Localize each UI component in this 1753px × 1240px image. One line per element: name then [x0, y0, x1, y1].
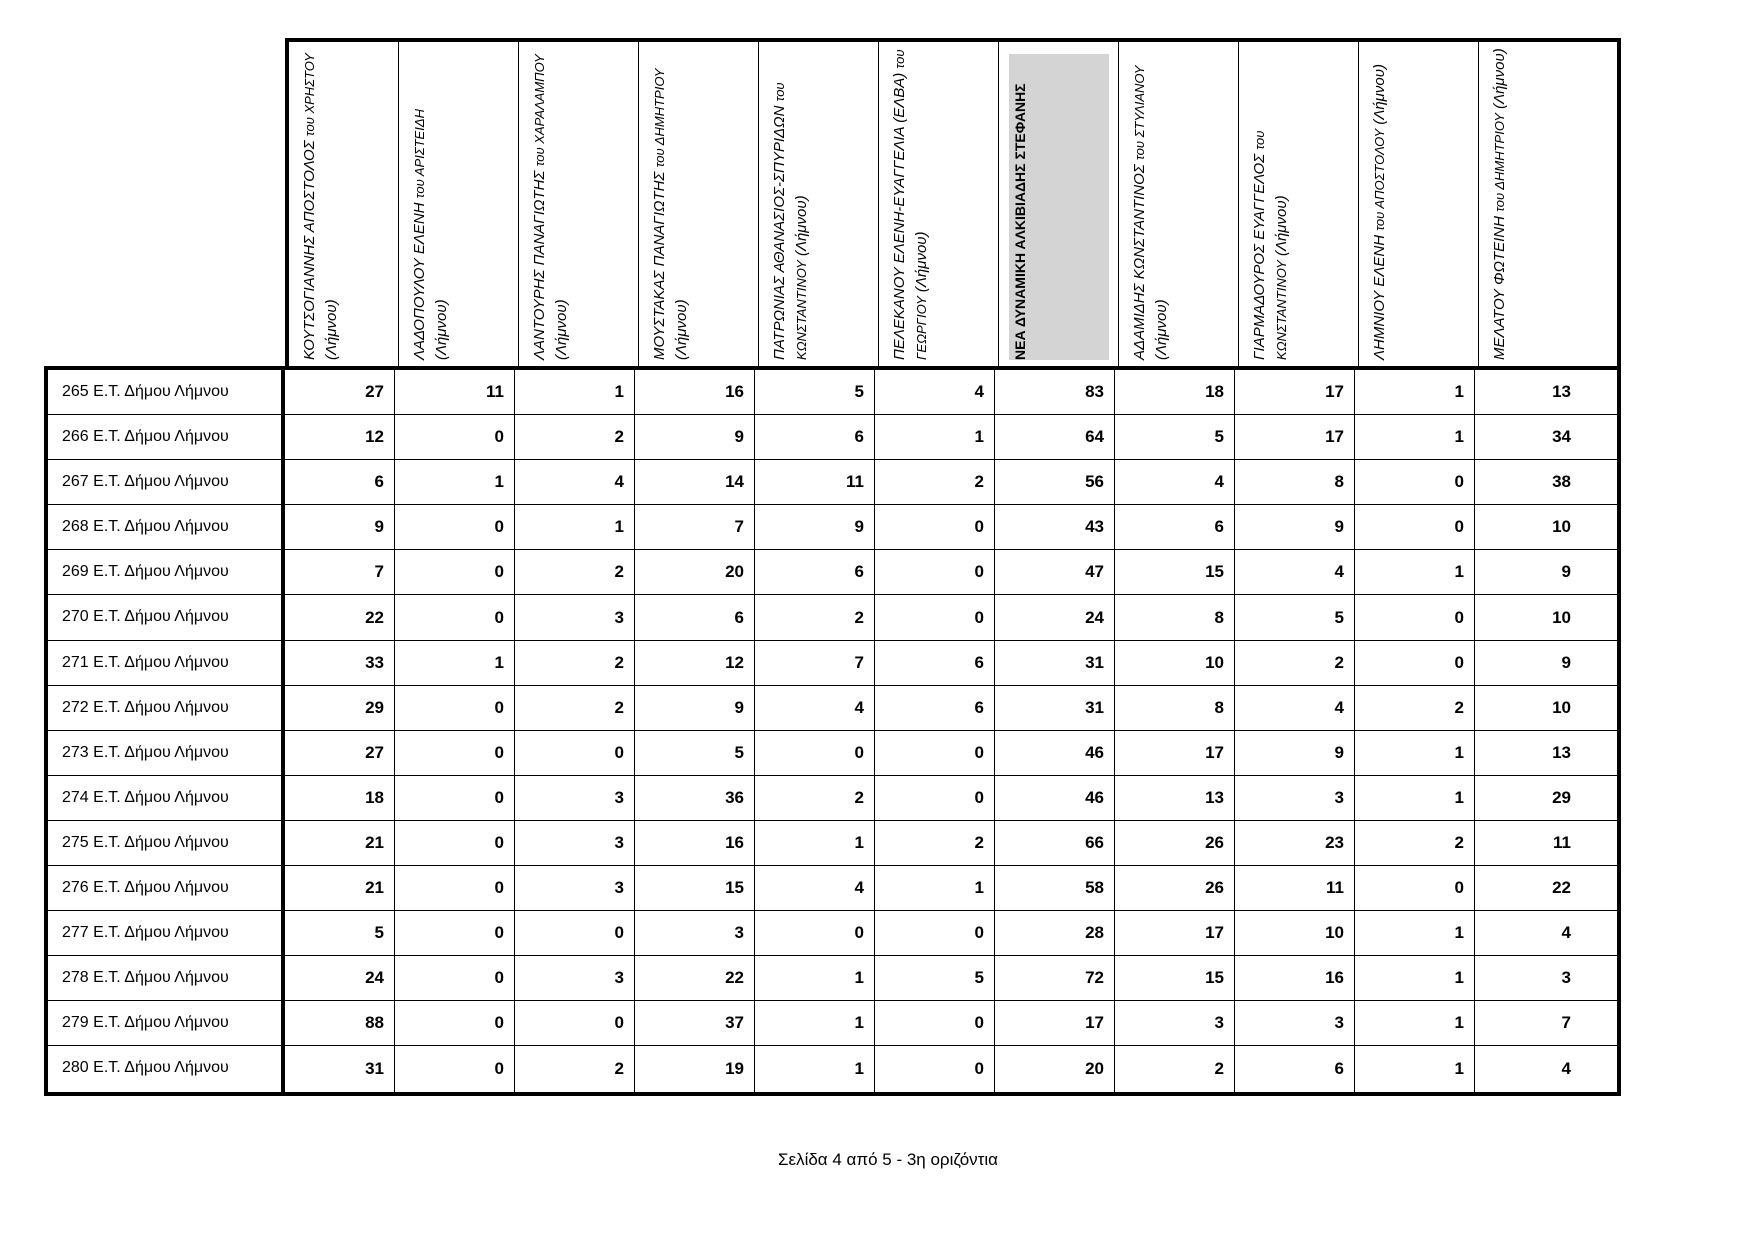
vote-count-cell: 9	[635, 415, 755, 459]
candidate-header-row	[285, 38, 1621, 370]
table-row	[48, 956, 1617, 1001]
table-row	[48, 505, 1617, 550]
vote-count-cell: 0	[875, 731, 995, 775]
vote-count-cell: 6	[285, 460, 395, 504]
vote-count-cell: 2	[755, 595, 875, 639]
vote-count-cell: 10	[1552, 607, 1571, 627]
vote-count-cell: 0	[395, 911, 515, 955]
vote-count-cell: 6	[755, 550, 875, 594]
candidate-father: του ΧΡΗΣΤΟΥ	[302, 53, 317, 137]
vote-count-cell: 1	[755, 1046, 875, 1091]
vote-count-cell: 9	[1235, 505, 1355, 549]
vote-count-cell: 10	[1552, 697, 1571, 717]
vote-count-cell: 5	[875, 956, 995, 1000]
vote-count-cell: 11	[1235, 866, 1355, 910]
table-row	[48, 686, 1617, 731]
vote-count-cell: 1	[515, 505, 635, 549]
vote-count-cell: 1	[755, 956, 875, 1000]
row-label: 266 Ε.Τ. Δήμου Λήμνου	[48, 415, 285, 459]
vote-count-cell: 2	[515, 641, 635, 685]
vote-count-cell: 18	[285, 776, 395, 820]
vote-count-cell: 0	[1355, 595, 1475, 639]
vote-count-cell: 83	[995, 370, 1115, 414]
vote-count-cell: 22	[635, 956, 755, 1000]
vote-count-cell: 5	[755, 370, 875, 414]
vote-count-cell: 4	[515, 460, 635, 504]
vote-count-cell: 0	[395, 1001, 515, 1045]
vote-count-cell: 20	[995, 1046, 1115, 1091]
vote-count-cell: 3	[515, 956, 635, 1000]
vote-count-cell: 56	[995, 460, 1115, 504]
vote-count-cell: 2	[755, 776, 875, 820]
vote-count-cell: 24	[285, 956, 395, 1000]
vote-count-cell: 7	[755, 641, 875, 685]
vote-count-cell: 2	[1355, 686, 1475, 730]
vote-count-cell: 8	[1115, 595, 1235, 639]
vote-count-cell: 26	[1115, 821, 1235, 865]
vote-count-cell: 8	[1115, 686, 1235, 730]
vote-count-cell: 22	[285, 595, 395, 639]
vote-count-cell: 2	[515, 415, 635, 459]
candidate-father: του ΑΠΟΣΤΟΛΟΥ	[1372, 128, 1387, 231]
candidate-header	[1119, 42, 1239, 370]
candidate-header	[639, 42, 759, 370]
row-label: 270 Ε.Τ. Δήμου Λήμνου	[48, 595, 285, 639]
row-label: 267 Ε.Τ. Δήμου Λήμνου	[48, 460, 285, 504]
vote-count-cell: 22	[1552, 878, 1571, 898]
vote-count-cell: 2	[515, 1046, 635, 1091]
vote-count-cell: 31	[285, 1046, 395, 1091]
vote-count-cell: 0	[395, 821, 515, 865]
row-label: 274 Ε.Τ. Δήμου Λήμνου	[48, 776, 285, 820]
vote-count-cell: 0	[1355, 460, 1475, 504]
vote-count-cell: 6	[1235, 1046, 1355, 1091]
table-row	[48, 731, 1617, 776]
vote-count-cell: 3	[1235, 776, 1355, 820]
vote-count-cell: 0	[395, 415, 515, 459]
vote-count-cell: 20	[635, 550, 755, 594]
candidate-name: ΜΕΛΑΤΟΥ ΦΩΤΕΙΝΗ	[1491, 216, 1508, 360]
candidate-place: (Λήμνου)	[323, 299, 340, 360]
vote-count-cell: 13	[1115, 776, 1235, 820]
vote-count-cell: 0	[515, 1001, 635, 1045]
vote-count-cell: 0	[395, 731, 515, 775]
vote-count-cell: 2	[1355, 821, 1475, 865]
vote-count-cell: 6	[1115, 505, 1235, 549]
candidate-place: (Λήμνου)	[1371, 64, 1388, 125]
vote-count-cell: 11	[755, 460, 875, 504]
vote-count-cell: 29	[1552, 787, 1571, 807]
vote-count-cell: 37	[635, 1001, 755, 1045]
vote-count-cell: 17	[1115, 911, 1235, 955]
vote-count-cell: 7	[285, 550, 395, 594]
candidate-father: του ΧΑΡΑΛΑΜΠΟΥ	[532, 54, 547, 167]
vote-count-cell: 0	[395, 956, 515, 1000]
vote-count-cell: 2	[875, 460, 995, 504]
vote-count-cell: 5	[1235, 595, 1355, 639]
vote-count-cell: 88	[285, 1001, 395, 1045]
vote-count-cell: 4	[1235, 686, 1355, 730]
candidate-place: (Λήμνου)	[433, 299, 450, 360]
vote-count-cell: 10	[1235, 911, 1355, 955]
vote-count-cell: 12	[285, 415, 395, 459]
vote-count-cell: 23	[1235, 821, 1355, 865]
vote-count-cell: 66	[995, 821, 1115, 865]
candidate-father: του ΚΩΝΣΤΑΝΤΙΝΟΥ	[772, 82, 809, 360]
vote-count-cell: 10	[1115, 641, 1235, 685]
candidate-name: ΛΑΔΟΠΟΥΛΟΥ ΕΛΕΝΗ	[411, 202, 428, 360]
row-label: 265 Ε.Τ. Δήμου Λήμνου	[48, 370, 285, 414]
candidate-place: (Λήμνου)	[793, 195, 810, 257]
vote-count-cell: 1	[1355, 956, 1475, 1000]
vote-count-cell: 0	[1355, 641, 1475, 685]
vote-count-cell: 3	[1561, 968, 1571, 988]
vote-count-cell: 4	[1561, 1058, 1571, 1078]
vote-count-cell: 0	[755, 731, 875, 775]
vote-count-cell: 3	[515, 821, 635, 865]
vote-count-cell: 16	[635, 821, 755, 865]
vote-count-cell: 6	[875, 641, 995, 685]
page-footer: Σελίδα 4 από 5 - 3η οριζόντια	[777, 1150, 999, 1169]
vote-count-cell: 0	[875, 1046, 995, 1091]
vote-count-cell: 3	[515, 866, 635, 910]
row-label: 277 Ε.Τ. Δήμου Λήμνου	[48, 911, 285, 955]
candidate-place: (Λήμνου)	[553, 299, 570, 360]
vote-count-cell: 18	[1115, 370, 1235, 414]
vote-count-cell: 58	[995, 866, 1115, 910]
vote-count-cell: 72	[995, 956, 1115, 1000]
vote-count-cell: 0	[395, 866, 515, 910]
table-row	[48, 460, 1617, 505]
vote-count-cell: 0	[395, 595, 515, 639]
vote-count-cell: 5	[1115, 415, 1235, 459]
candidate-header	[1239, 42, 1359, 370]
vote-count-cell: 0	[395, 686, 515, 730]
vote-count-cell: 5	[635, 731, 755, 775]
vote-count-cell: 1	[1355, 370, 1475, 414]
table-row	[48, 641, 1617, 686]
vote-count-cell: 0	[395, 505, 515, 549]
candidate-place: (Λήμνου)	[673, 299, 690, 360]
vote-count-cell: 21	[285, 866, 395, 910]
candidate-header	[519, 42, 639, 370]
vote-count-cell: 3	[515, 776, 635, 820]
vote-count-cell: 36	[635, 776, 755, 820]
vote-count-cell: 2	[515, 550, 635, 594]
vote-count-cell: 10	[1552, 517, 1571, 537]
vote-count-cell: 1	[1355, 731, 1475, 775]
vote-count-cell: 4	[1235, 550, 1355, 594]
vote-count-cell: 17	[1235, 370, 1355, 414]
vote-count-cell: 5	[285, 911, 395, 955]
vote-count-cell: 8	[1235, 460, 1355, 504]
table-row	[48, 911, 1617, 956]
vote-count-cell: 13	[1552, 742, 1571, 762]
vote-count-cell: 29	[285, 686, 395, 730]
candidate-header	[399, 42, 519, 370]
candidate-name: ΛΑΝΤΟΥΡΗΣ ΠΑΝΑΓΙΩΤΗΣ	[531, 170, 548, 360]
candidate-header	[879, 42, 999, 370]
vote-count-cell: 15	[1115, 550, 1235, 594]
candidate-header	[1479, 42, 1585, 370]
vote-count-cell: 24	[995, 595, 1115, 639]
candidate-name: ΝΕΑ ΔΥΝΑΜΙΚΗ ΑΛΚΙΒΙΑΔΗΣ ΣΤΕΦΑΝΗΣ	[1012, 83, 1028, 360]
vote-count-cell: 3	[1235, 1001, 1355, 1045]
row-label: 272 Ε.Τ. Δήμου Λήμνου	[48, 686, 285, 730]
candidate-name: ΓΙΑΡΜΑΔΟΥΡΟΣ ΕΥΑΓΓΕΛΟΣ	[1251, 153, 1268, 360]
vote-count-cell: 7	[1561, 1013, 1571, 1033]
candidate-place: (Λήμνου)	[1153, 299, 1170, 360]
vote-count-cell: 3	[1115, 1001, 1235, 1045]
vote-count-cell: 17	[1115, 731, 1235, 775]
vote-count-cell: 33	[285, 641, 395, 685]
vote-count-cell: 2	[1115, 1046, 1235, 1091]
row-label: 275 Ε.Τ. Δήμου Λήμνου	[48, 821, 285, 865]
vote-count-cell: 0	[875, 776, 995, 820]
vote-count-cell: 12	[635, 641, 755, 685]
vote-count-cell: 0	[875, 550, 995, 594]
candidate-name: ΛΗΜΝΙΟΥ ΕΛΕΝΗ	[1371, 234, 1388, 360]
vote-count-cell: 1	[1355, 911, 1475, 955]
candidate-father: του ΚΩΝΣΤΑΝΤΙΝΟΥ	[1252, 130, 1289, 360]
candidate-header	[759, 42, 879, 370]
candidate-father: του ΑΡΙΣΤΕΙΔΗ	[412, 109, 427, 199]
vote-count-cell: 26	[1115, 866, 1235, 910]
vote-count-cell: 2	[1235, 641, 1355, 685]
candidate-father: του ΓΕΩΡΓΙΟΥ	[892, 49, 929, 360]
vote-count-cell: 1	[1355, 1046, 1475, 1091]
vote-count-cell: 9	[755, 505, 875, 549]
candidate-header	[1359, 42, 1479, 370]
vote-count-cell: 0	[875, 505, 995, 549]
row-label: 273 Ε.Τ. Δήμου Λήμνου	[48, 731, 285, 775]
candidate-name: ΠΕΛΕΚΑΝΟΥ ΕΛΕΝΗ-ΕΥΑΓΓΕΛΙΑ (ΕΛΒΑ)	[891, 72, 908, 360]
table-row	[48, 595, 1617, 640]
vote-count-cell: 0	[875, 911, 995, 955]
vote-count-cell: 1	[755, 1001, 875, 1045]
candidate-name: ΜΟΥΣΤΑΚΑΣ ΠΑΝΑΓΙΩΤΗΣ	[651, 171, 668, 360]
table-row	[48, 370, 1617, 415]
vote-count-cell: 7	[635, 505, 755, 549]
vote-count-cell: 13	[1552, 382, 1571, 402]
vote-count-cell: 0	[875, 1001, 995, 1045]
candidate-header	[289, 42, 399, 370]
vote-count-cell: 9	[285, 505, 395, 549]
vote-count-cell: 1	[875, 866, 995, 910]
vote-count-cell: 15	[1115, 956, 1235, 1000]
vote-count-cell: 4	[755, 866, 875, 910]
vote-count-cell: 19	[635, 1046, 755, 1091]
vote-count-cell: 31	[995, 686, 1115, 730]
vote-count-cell: 0	[515, 731, 635, 775]
vote-count-cell: 16	[635, 370, 755, 414]
vote-count-cell: 46	[995, 731, 1115, 775]
candidate-father: του ΣΤΥΛΙΑΝΟΥ	[1132, 65, 1147, 161]
vote-count-cell: 27	[285, 370, 395, 414]
vote-count-cell: 28	[995, 911, 1115, 955]
vote-count-cell: 3	[515, 595, 635, 639]
candidate-place: (Λήμνου)	[1273, 195, 1290, 257]
vote-count-cell: 9	[1561, 562, 1571, 582]
vote-count-cell: 1	[1355, 550, 1475, 594]
vote-count-cell: 0	[1355, 866, 1475, 910]
table-row	[48, 1001, 1617, 1046]
row-label: 271 Ε.Τ. Δήμου Λήμνου	[48, 641, 285, 685]
row-label: 268 Ε.Τ. Δήμου Λήμνου	[48, 505, 285, 549]
results-table	[44, 366, 1621, 1096]
vote-count-cell: 15	[635, 866, 755, 910]
candidate-place: (Λήμνου)	[1491, 48, 1508, 109]
vote-count-cell: 1	[1355, 776, 1475, 820]
table-row	[48, 776, 1617, 821]
vote-count-cell: 4	[755, 686, 875, 730]
row-label: 276 Ε.Τ. Δήμου Λήμνου	[48, 866, 285, 910]
vote-count-cell: 16	[1235, 956, 1355, 1000]
vote-count-cell: 2	[875, 821, 995, 865]
vote-count-cell: 27	[285, 731, 395, 775]
vote-count-cell: 6	[755, 415, 875, 459]
vote-count-cell: 0	[875, 595, 995, 639]
vote-count-cell: 46	[995, 776, 1115, 820]
vote-count-cell: 2	[515, 686, 635, 730]
vote-count-cell: 34	[1552, 427, 1571, 447]
vote-count-cell: 9	[1561, 652, 1571, 672]
table-row	[48, 866, 1617, 911]
vote-count-cell: 6	[635, 595, 755, 639]
vote-count-cell: 9	[635, 686, 755, 730]
vote-count-cell: 11	[1553, 832, 1571, 852]
vote-count-cell: 1	[395, 460, 515, 504]
vote-count-cell: 0	[515, 911, 635, 955]
row-label: 280 Ε.Τ. Δήμου Λήμνου	[48, 1046, 285, 1091]
vote-count-cell: 0	[1355, 505, 1475, 549]
table-row	[48, 550, 1617, 595]
vote-count-cell: 1	[875, 415, 995, 459]
candidate-name: ΠΑΤΡΩΝΙΑΣ ΑΘΑΝΑΣΙΟΣ-ΣΠΥΡΙΔΩΝ	[771, 105, 788, 360]
vote-count-cell: 47	[995, 550, 1115, 594]
vote-count-cell: 17	[1235, 415, 1355, 459]
vote-count-cell: 64	[995, 415, 1115, 459]
vote-count-cell: 4	[1561, 923, 1571, 943]
vote-count-cell: 1	[515, 370, 635, 414]
vote-count-cell: 6	[875, 686, 995, 730]
candidate-name: ΚΟΥΤΣΟΓΙΑΝΝΗΣ ΑΠΟΣΤΟΛΟΣ	[301, 140, 318, 360]
vote-count-cell: 1	[1355, 415, 1475, 459]
candidate-name: ΑΔΑΜΙΔΗΣ ΚΩΝΣΤΑΝΤΙΝΟΣ	[1131, 164, 1148, 360]
vote-count-cell: 11	[395, 370, 515, 414]
row-label: 278 Ε.Τ. Δήμου Λήμνου	[48, 956, 285, 1000]
vote-count-cell: 17	[995, 1001, 1115, 1045]
vote-count-cell: 31	[995, 641, 1115, 685]
vote-count-cell: 1	[755, 821, 875, 865]
row-label: 269 Ε.Τ. Δήμου Λήμνου	[48, 550, 285, 594]
table-row	[48, 415, 1617, 460]
vote-count-cell: 4	[875, 370, 995, 414]
candidate-place: (Λήμνου)	[913, 231, 930, 293]
row-label: 279 Ε.Τ. Δήμου Λήμνου	[48, 1001, 285, 1045]
vote-count-cell: 0	[395, 776, 515, 820]
table-row	[48, 821, 1617, 866]
table-row	[48, 1046, 1617, 1091]
vote-count-cell: 1	[395, 641, 515, 685]
vote-count-cell: 38	[1552, 472, 1571, 492]
vote-count-cell: 3	[635, 911, 755, 955]
vote-count-cell: 9	[1235, 731, 1355, 775]
vote-count-cell: 14	[635, 460, 755, 504]
vote-count-cell: 4	[1115, 460, 1235, 504]
candidate-father: του ΔΗΜΗΤΡΙΟΥ	[1492, 113, 1507, 212]
vote-count-cell: 43	[995, 505, 1115, 549]
vote-count-cell: 0	[395, 1046, 515, 1091]
vote-count-cell: 21	[285, 821, 395, 865]
candidate-father: του ΔΗΜΗΤΡΙΟΥ	[652, 68, 667, 168]
vote-count-cell: 1	[1355, 1001, 1475, 1045]
candidate-header	[999, 42, 1119, 370]
vote-count-cell: 0	[395, 550, 515, 594]
vote-count-cell: 0	[755, 911, 875, 955]
